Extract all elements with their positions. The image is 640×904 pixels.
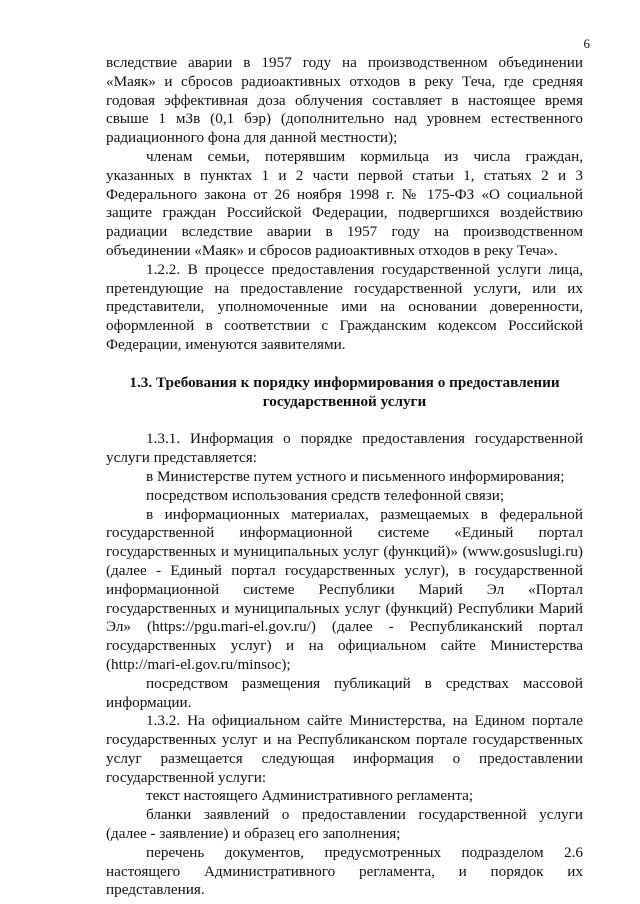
paragraph-mass-media: посредством размещения публикаций в средствах массовой информации. (106, 674, 583, 711)
paragraph-application-forms: бланки заявлений о предоставлении государственной услуги (далее - заявление) и образец его заполнения; (106, 806, 583, 843)
paragraph-1-2-2-applicants: 1.2.2. В процессе предоставления государственной услуги лица, претендующие на предоставление государственной услуги, или их представители, уполномоченные ими на основании доверенности, оформленной в соответствии с Гражданским кодексом Российской Федерации, именуются заявителями. (106, 260, 583, 353)
paragraph-regulation-text: текст настоящего Административного регламента; (146, 787, 474, 805)
spacer (106, 411, 583, 430)
section-heading-1-3 (106, 374, 583, 412)
section-heading-line-2: государственной услуги (262, 392, 427, 410)
paragraph-ministry-informing: в Министерстве путем устного и письменного информирования; (146, 467, 565, 485)
spacer (106, 355, 583, 374)
document-body (106, 54, 583, 900)
paragraph-1-3-1-info: 1.3.1. Информация о порядке предоставления государственной услуги представляется: (106, 430, 583, 467)
paragraph-family-members: членам семьи, потерявшим кормильца из числа граждан, указанных в пунктах 1 и 2 части первой статьи 1, статьях 2 и 3 Федерального закона от 26 ноября 1998 г. № 175-ФЗ «О социальной защите граждан Российской Федерации, подвергшихся воздействию радиации вследствие аварии в 1957 году на производственном объединении «Маяк» и сбросов радиоактивных отходов в реку Теча». (106, 147, 583, 259)
paragraph-telephone: посредством использования средств телефонной связи; (146, 486, 505, 504)
paragraph-radiation-dose: вследствие аварии в 1957 году на производственном объединении «Маяк» и сбросов радиоактивных отходов в реку Теча, где средняя годовая эффективная доза облучения составляет в настоящее время свыше 1 мЗв (0,1 бэр) (дополнительно над уровнем естественного радиационного фона для данной местности); (106, 54, 583, 147)
paragraph-documents-list: перечень документов, предусмотренных подразделом 2.6 настоящего Административного регламента, и порядок их представления. (106, 843, 583, 899)
section-heading-line-1: 1.3. Требования к порядку информирования о предоставлении (129, 373, 560, 391)
paragraph-1-3-2-website: 1.3.2. На официальном сайте Министерства, на Едином портале государственных услуг и на Республиканском портале государственных услуг размещается следующая информация о предоставлении государственной услуги: (106, 712, 583, 786)
page-number: 6 (583, 36, 590, 51)
paragraph-information-materials: в информационных материалах, размещаемых в федеральной государственной информационной системе «Единый портал государственных и муниципальных услуг (функций)» (www.gosuslugi.ru) (далее - Единый портал государственных услуг), в государственной информационной системе Республики Марий Эл «Портал государственных и муниципальных услуг (функций) Республики Марий Эл» (https://pgu.mari-el.gov.ru/) (далее - Республиканский портал государственных услуг) и на официальном сайте Министерства (http://mari-el.gov.ru/minsoc); (106, 505, 583, 673)
